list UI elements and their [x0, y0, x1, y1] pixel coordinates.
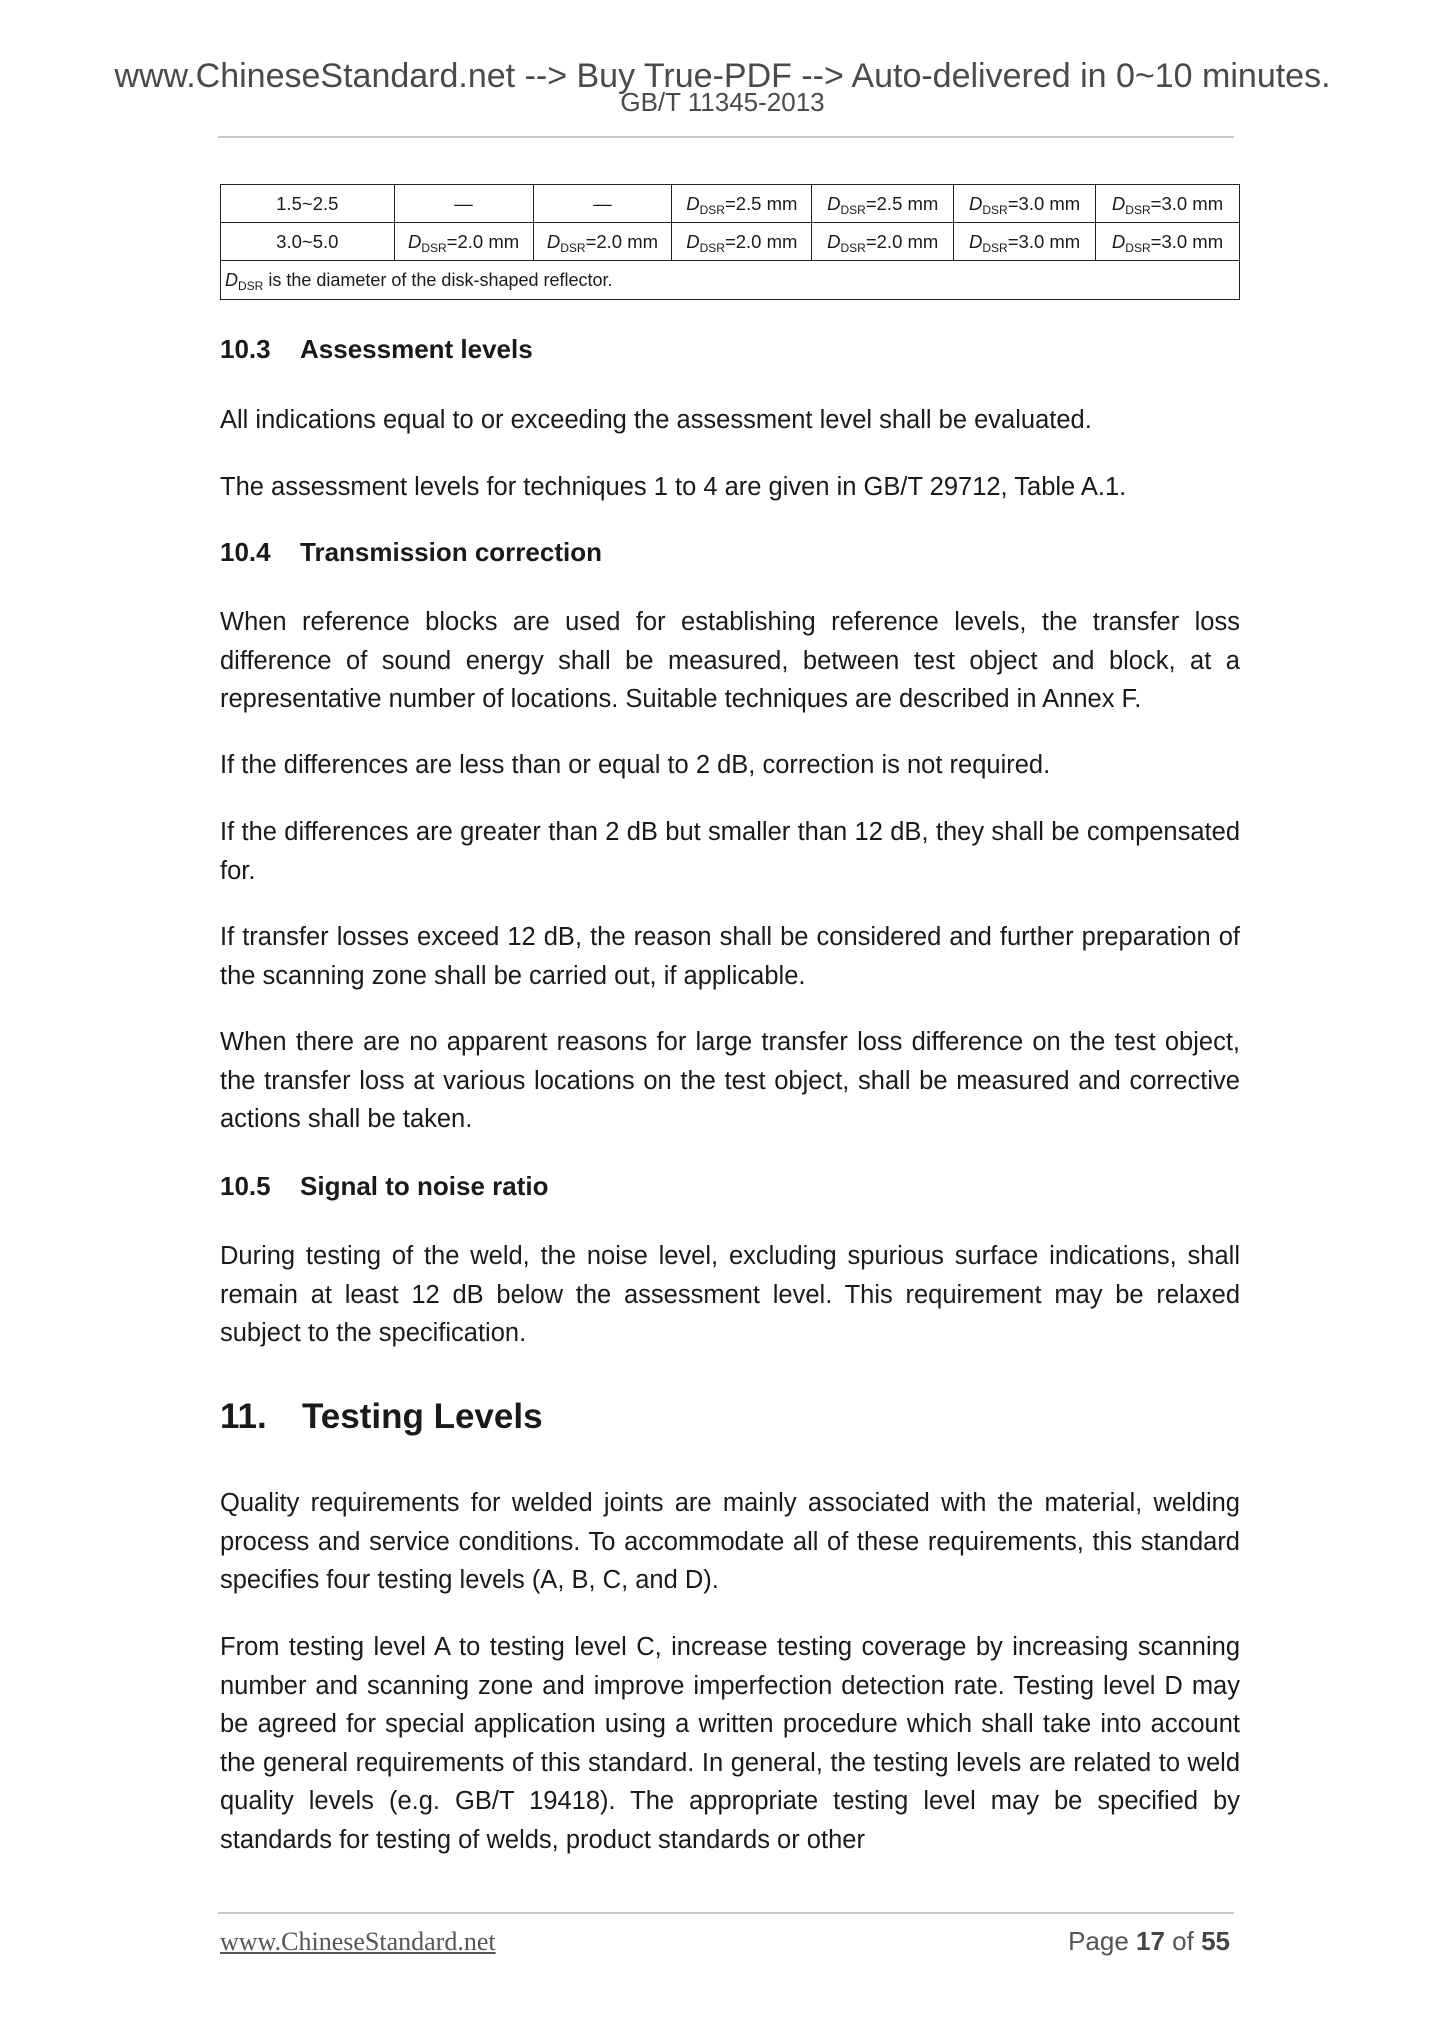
header-divider [218, 136, 1234, 138]
paragraph: If the differences are greater than 2 dB but smaller than 12 dB, they shall be compensated for. [220, 818, 1240, 885]
paragraph: If the differences are less than or equal to 2 dB, correction is not required. [220, 751, 1051, 779]
paragraph: The assessment levels for techniques 1 to 4 are given in GB/T 29712, Table A.1. [220, 473, 1127, 501]
table-cell: $D_{DSR}=2.0$ mm [812, 223, 954, 261]
table-cell: $D_{DSR}=2.0$ mm [672, 223, 812, 261]
document-id: GB/T 11345-2013 [620, 87, 825, 117]
table-cell: — [533, 185, 672, 223]
paragraph: When there are no apparent reasons for large transfer loss difference on the test object, the transfer loss at various locations on the test object, shall be measured and corrective actions shall be taken. [220, 1028, 1240, 1133]
section-heading-10-5: 10.5 Signal to noise ratio [220, 1171, 549, 1201]
reflector-table [220, 184, 1240, 300]
table-cell: $D_{DSR}=3.0$ mm [1096, 185, 1240, 223]
paragraph: During testing of the weld, the noise level, excluding spurious surface indications, shall remain at least 12 dB below the assessment level. This requirement may be relaxed subject to the specification. [220, 1242, 1240, 1347]
table-cell: $D_{DSR}=3.0$ mm [954, 223, 1096, 261]
table-note-row [221, 261, 1240, 300]
table-cell: $D_{DSR}=2.5$ mm [672, 185, 812, 223]
footer-site-link[interactable]: www.ChineseStandard.net [220, 1927, 496, 1956]
paragraph: If transfer losses exceed 12 dB, the reason shall be considered and further preparation of the scanning zone shall be carried out, if applicable. [220, 923, 1240, 990]
section-heading-10-4: 10.4 Transmission correction [220, 537, 602, 567]
section-heading-10-3: 10.3 Assessment levels [220, 334, 533, 364]
header-banner[interactable]: www.ChineseStandard.net --> Buy True-PDF --> Auto-delivered in 0~10 minutes. [114, 57, 1331, 95]
footer-divider [218, 1912, 1234, 1914]
paragraph: All indications equal to or exceeding the assessment level shall be evaluated. [220, 406, 1092, 434]
table-cell: — [394, 185, 533, 223]
table-cell: $D_{DSR}=2.0$ mm [394, 223, 533, 261]
table-cell-range: 1.5~2.5 [221, 185, 395, 223]
table-row [221, 185, 1240, 223]
table-cell: $D_{DSR}=2.0$ mm [533, 223, 672, 261]
page-number: Page 17 of 55 [1068, 1926, 1230, 1956]
paragraph: When reference blocks are used for establishing reference levels, the transfer loss difference of sound energy shall be measured, between test object and block, at a representative number of locations. Suitable techniques are described in Annex F. [220, 608, 1240, 713]
paragraph: Quality requirements for welded joints are mainly associated with the material, welding process and service conditions. To accommodate all of these requirements, this standard specifies four testing levels (A, B, C, and D). [220, 1489, 1240, 1594]
table-cell: $D_{DSR}=3.0$ mm [1096, 223, 1240, 261]
paragraph: From testing level A to testing level C, increase testing coverage by increasing scanning number and scanning zone and improve imperfection detection rate. Testing level D may be agreed for special application using a written procedure which shall take into account the general requirements of this standard. In general, the testing levels are related to weld quality levels (e.g. GB/T 19418). The appropriate testing level may be specified by standards for testing of welds, product standards or other [220, 1633, 1240, 1854]
section-heading-11: 11. Testing Levels [220, 1397, 543, 1436]
table-cell: $D_{DSR}=2.5$ mm [812, 185, 954, 223]
table-note: $D_{DSR}$ is the diameter of the disk-shaped reflector. [221, 261, 1240, 300]
table-cell: $D_{DSR}=3.0$ mm [954, 185, 1096, 223]
table-row [221, 223, 1240, 261]
table-cell-range: 3.0~5.0 [221, 223, 395, 261]
